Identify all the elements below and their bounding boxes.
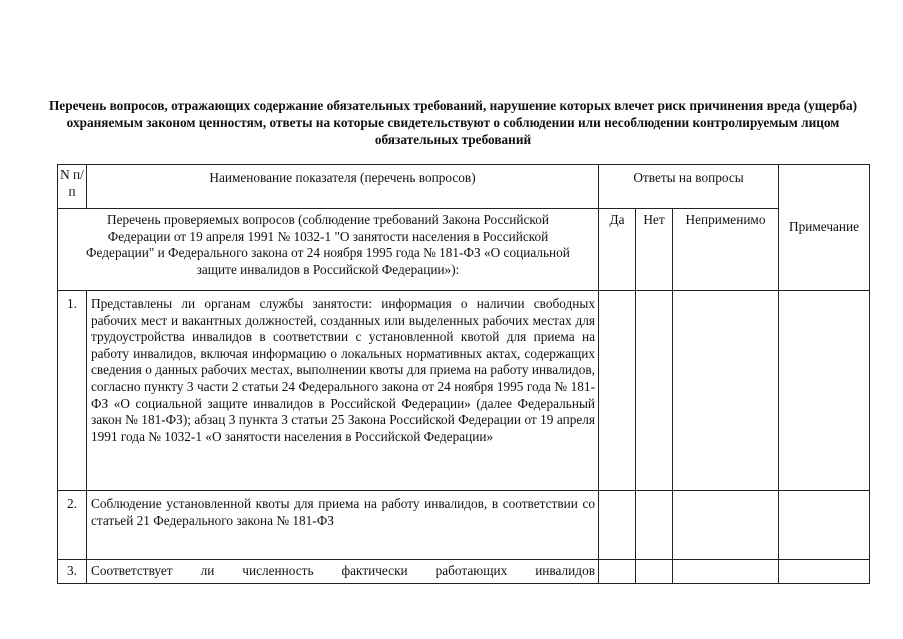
- question-text: Соблюдение установленной квоты для приема на работу инвалидов, в соответствии со статьей 21 Федерального закона № 181-ФЗ: [87, 491, 599, 560]
- table-row: [58, 560, 870, 584]
- table-row: [58, 291, 870, 491]
- note-cell[interactable]: [779, 560, 870, 584]
- answer-na-cell[interactable]: [673, 560, 779, 584]
- header-na: Неприменимо: [673, 209, 779, 291]
- header-yes: Да: [599, 209, 636, 291]
- document-title: Перечень вопросов, отражающих содержание обязательных требований, нарушение которых влечет риск причинения вреда (ущерба) охраняемым законом ценностям, ответы на которые свидетельствуют о соблюдении или несоблюдении контролируемым лицом обязательных требований: [48, 98, 858, 147]
- table-header-row: [58, 165, 870, 209]
- answer-no-cell[interactable]: [636, 491, 673, 560]
- header-answers: Ответы на вопросы: [599, 165, 779, 209]
- answer-yes-cell[interactable]: [599, 491, 636, 560]
- header-num: N п/п: [58, 165, 87, 209]
- question-text: Соответствует ли численность фактически работающих инвалидов: [87, 560, 599, 584]
- row-number: 3.: [58, 560, 87, 584]
- row-number: 1.: [58, 291, 87, 491]
- checklist-table: [57, 164, 870, 584]
- section-row: [58, 209, 870, 291]
- section-title: Перечень проверяемых вопросов (соблюдение требований Закона Российской Федерации от 19 апреля 1991 № 1032-1 "О занятости населения в Российской Федерации" и Федерального закона от 24 ноября 1995 года № 181-ФЗ «О социальной защите инвалидов в Российской Федерации»):: [58, 209, 599, 291]
- answer-na-cell[interactable]: [673, 291, 779, 491]
- header-name: Наименование показателя (перечень вопросов): [87, 165, 599, 209]
- note-cell[interactable]: [779, 491, 870, 560]
- answer-no-cell[interactable]: [636, 560, 673, 584]
- row-number: 2.: [58, 491, 87, 560]
- answer-na-cell[interactable]: [673, 491, 779, 560]
- answer-no-cell[interactable]: [636, 291, 673, 491]
- answer-yes-cell[interactable]: [599, 291, 636, 491]
- question-text: Представлены ли органам службы занятости: информация о наличии свободных рабочих мест и вакантных должностей, созданных или выделенных рабочих местах для трудоустройства инвалидов в соответствии с установленной квотой для приема на работу инвалидов, включая информацию о локальных нормативных актах, содержащих сведения о данных рабочих местах, выполнении квоты для приема на работу инвалидов, согласно пункту 3 части 2 статьи 24 Федерального закона от 24 ноября 1995 года № 181-ФЗ «О социальной защите инвалидов в Российской Федерации» (далее Федеральный закон № 181-ФЗ); абзац 3 пункта 3 статьи 25 Закона Российской Федерации от 19 апреля 1991 года № 1032-1 «О занятости населения в Российской Федерации»: [87, 291, 599, 491]
- table-row: [58, 491, 870, 560]
- header-no: Нет: [636, 209, 673, 291]
- header-note: Примечание: [779, 165, 870, 291]
- answer-yes-cell[interactable]: [599, 560, 636, 584]
- note-cell[interactable]: [779, 291, 870, 491]
